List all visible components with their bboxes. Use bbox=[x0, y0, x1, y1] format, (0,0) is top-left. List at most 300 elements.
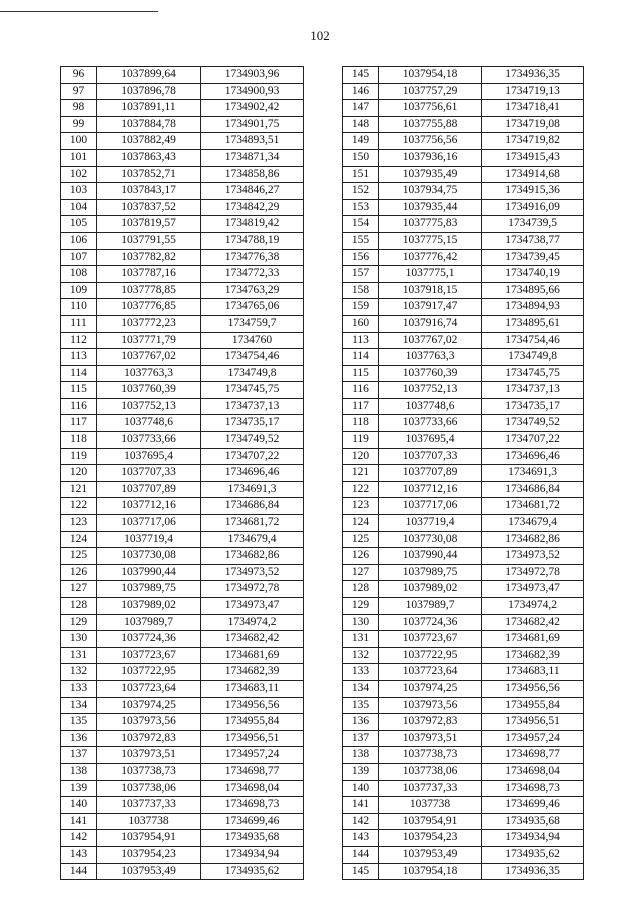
y-coordinate-cell: 1734957,24 bbox=[482, 730, 584, 747]
x-coordinate-cell: 1037719,4 bbox=[97, 531, 201, 548]
table-row bbox=[61, 498, 304, 515]
x-coordinate-cell: 1037771,79 bbox=[97, 332, 201, 349]
table-row bbox=[61, 614, 304, 631]
table-row bbox=[61, 166, 304, 183]
table-row bbox=[343, 797, 584, 814]
x-coordinate-cell: 1037756,56 bbox=[379, 133, 482, 150]
x-coordinate-cell: 1037954,18 bbox=[379, 863, 482, 880]
table-row bbox=[343, 614, 584, 631]
x-coordinate-cell: 1037972,83 bbox=[379, 714, 482, 731]
y-coordinate-cell: 1734902,42 bbox=[201, 100, 304, 117]
table-row bbox=[61, 266, 304, 283]
point-number-cell: 129 bbox=[61, 614, 97, 631]
table-row bbox=[61, 315, 304, 332]
point-number-cell: 143 bbox=[343, 830, 379, 847]
table-row bbox=[61, 100, 304, 117]
x-coordinate-cell: 1037974,25 bbox=[379, 680, 482, 697]
y-coordinate-cell: 1734719,13 bbox=[482, 83, 584, 100]
x-coordinate-cell: 1037954,18 bbox=[379, 67, 482, 84]
x-coordinate-cell: 1037953,49 bbox=[379, 846, 482, 863]
y-coordinate-cell: 1734956,51 bbox=[482, 714, 584, 731]
y-coordinate-cell: 1734698,77 bbox=[201, 763, 304, 780]
point-number-cell: 110 bbox=[61, 299, 97, 316]
table-row bbox=[343, 166, 584, 183]
x-coordinate-cell: 1037775,1 bbox=[379, 266, 482, 283]
table-row bbox=[343, 465, 584, 482]
table-row bbox=[61, 548, 304, 565]
table-row bbox=[61, 398, 304, 415]
point-number-cell: 119 bbox=[61, 448, 97, 465]
table-row bbox=[343, 349, 584, 366]
table-row bbox=[343, 714, 584, 731]
x-coordinate-cell: 1037953,49 bbox=[97, 863, 201, 880]
y-coordinate-cell: 1734973,47 bbox=[482, 581, 584, 598]
x-coordinate-cell: 1037723,67 bbox=[97, 647, 201, 664]
table-row bbox=[343, 116, 584, 133]
point-number-cell: 136 bbox=[61, 730, 97, 747]
point-number-cell: 155 bbox=[343, 232, 379, 249]
table-row bbox=[343, 498, 584, 515]
table-row bbox=[61, 730, 304, 747]
table-row bbox=[61, 664, 304, 681]
x-coordinate-cell: 1037954,91 bbox=[379, 813, 482, 830]
y-coordinate-cell: 1734903,96 bbox=[201, 67, 304, 84]
table-row bbox=[61, 714, 304, 731]
point-number-cell: 120 bbox=[61, 465, 97, 482]
point-number-cell: 133 bbox=[61, 680, 97, 697]
x-coordinate-cell: 1037707,33 bbox=[379, 448, 482, 465]
y-coordinate-cell: 1734686,84 bbox=[201, 498, 304, 515]
table-row bbox=[343, 232, 584, 249]
y-coordinate-cell: 1734738,77 bbox=[482, 232, 584, 249]
point-number-cell: 149 bbox=[343, 133, 379, 150]
y-coordinate-cell: 1734749,8 bbox=[201, 365, 304, 382]
y-coordinate-cell: 1734682,42 bbox=[201, 631, 304, 648]
table-row bbox=[61, 67, 304, 84]
x-coordinate-cell: 1037884,78 bbox=[97, 116, 201, 133]
point-number-cell: 116 bbox=[343, 382, 379, 399]
point-number-cell: 121 bbox=[61, 481, 97, 498]
point-number-cell: 145 bbox=[343, 67, 379, 84]
y-coordinate-cell: 1734683,11 bbox=[201, 680, 304, 697]
point-number-cell: 141 bbox=[343, 797, 379, 814]
table-row bbox=[343, 564, 584, 581]
y-coordinate-cell: 1734691,3 bbox=[201, 481, 304, 498]
table-row bbox=[343, 631, 584, 648]
y-coordinate-cell: 1734682,86 bbox=[201, 548, 304, 565]
point-number-cell: 102 bbox=[61, 166, 97, 183]
y-coordinate-cell: 1734900,93 bbox=[201, 83, 304, 100]
y-coordinate-cell: 1734740,19 bbox=[482, 266, 584, 283]
table-row bbox=[61, 349, 304, 366]
x-coordinate-cell: 1037712,16 bbox=[379, 481, 482, 498]
y-coordinate-cell: 1734739,45 bbox=[482, 249, 584, 266]
x-coordinate-cell: 1037738,06 bbox=[379, 763, 482, 780]
table-row bbox=[343, 598, 584, 615]
top-rule bbox=[0, 11, 158, 12]
point-number-cell: 120 bbox=[343, 448, 379, 465]
y-coordinate-cell: 1734737,13 bbox=[201, 398, 304, 415]
table-row bbox=[343, 780, 584, 797]
table-row bbox=[61, 515, 304, 532]
y-coordinate-cell: 1734696,46 bbox=[482, 448, 584, 465]
y-coordinate-cell: 1734679,4 bbox=[482, 515, 584, 532]
y-coordinate-cell: 1734972,78 bbox=[201, 581, 304, 598]
x-coordinate-cell: 1037756,61 bbox=[379, 100, 482, 117]
y-coordinate-cell: 1734698,04 bbox=[482, 763, 584, 780]
y-coordinate-cell: 1734754,46 bbox=[482, 332, 584, 349]
table-row bbox=[61, 448, 304, 465]
x-coordinate-cell: 1037990,44 bbox=[97, 564, 201, 581]
y-coordinate-cell: 1734691,3 bbox=[482, 465, 584, 482]
x-coordinate-cell: 1037775,15 bbox=[379, 232, 482, 249]
table-row bbox=[343, 365, 584, 382]
table-row bbox=[61, 332, 304, 349]
point-number-cell: 115 bbox=[343, 365, 379, 382]
y-coordinate-cell: 1734858,86 bbox=[201, 166, 304, 183]
point-number-cell: 154 bbox=[343, 216, 379, 233]
x-coordinate-cell: 1037755,88 bbox=[379, 116, 482, 133]
y-coordinate-cell: 1734934,94 bbox=[482, 830, 584, 847]
x-coordinate-cell: 1037730,08 bbox=[379, 531, 482, 548]
table-row bbox=[61, 382, 304, 399]
y-coordinate-cell: 1734936,35 bbox=[482, 67, 584, 84]
point-number-cell: 150 bbox=[343, 149, 379, 166]
y-coordinate-cell: 1734735,17 bbox=[482, 398, 584, 415]
x-coordinate-cell: 1037891,11 bbox=[97, 100, 201, 117]
table-row bbox=[343, 83, 584, 100]
y-coordinate-cell: 1734916,09 bbox=[482, 199, 584, 216]
x-coordinate-cell: 1037717,06 bbox=[379, 498, 482, 515]
y-coordinate-cell: 1734776,38 bbox=[201, 249, 304, 266]
x-coordinate-cell: 1037738 bbox=[379, 797, 482, 814]
point-number-cell: 108 bbox=[61, 266, 97, 283]
x-coordinate-cell: 1037738 bbox=[97, 813, 201, 830]
y-coordinate-cell: 1734735,17 bbox=[201, 415, 304, 432]
table-row bbox=[61, 780, 304, 797]
y-coordinate-cell: 1734914,68 bbox=[482, 166, 584, 183]
point-number-cell: 122 bbox=[343, 481, 379, 498]
x-coordinate-cell: 1037723,67 bbox=[379, 631, 482, 648]
table-row bbox=[61, 432, 304, 449]
table-row bbox=[343, 515, 584, 532]
x-coordinate-cell: 1037767,02 bbox=[379, 332, 482, 349]
point-number-cell: 152 bbox=[343, 183, 379, 200]
x-coordinate-cell: 1037724,36 bbox=[97, 631, 201, 648]
table-row bbox=[61, 149, 304, 166]
y-coordinate-cell: 1734973,52 bbox=[201, 564, 304, 581]
x-coordinate-cell: 1037760,39 bbox=[379, 365, 482, 382]
x-coordinate-cell: 1037778,85 bbox=[97, 282, 201, 299]
table-row bbox=[61, 299, 304, 316]
table-row bbox=[343, 448, 584, 465]
table-row bbox=[61, 680, 304, 697]
y-coordinate-cell: 1734682,39 bbox=[201, 664, 304, 681]
y-coordinate-cell: 1734679,4 bbox=[201, 531, 304, 548]
table-row bbox=[61, 282, 304, 299]
y-coordinate-cell: 1734707,22 bbox=[482, 432, 584, 449]
x-coordinate-cell: 1037990,44 bbox=[379, 548, 482, 565]
y-coordinate-cell: 1734698,73 bbox=[201, 797, 304, 814]
x-coordinate-cell: 1037722,95 bbox=[97, 664, 201, 681]
x-coordinate-cell: 1037763,3 bbox=[97, 365, 201, 382]
x-coordinate-cell: 1037917,47 bbox=[379, 299, 482, 316]
x-coordinate-cell: 1037712,16 bbox=[97, 498, 201, 515]
table-row bbox=[343, 398, 584, 415]
point-number-cell: 125 bbox=[343, 531, 379, 548]
y-coordinate-cell: 1734915,36 bbox=[482, 183, 584, 200]
point-number-cell: 151 bbox=[343, 166, 379, 183]
x-coordinate-cell: 1037934,75 bbox=[379, 183, 482, 200]
y-coordinate-cell: 1734935,68 bbox=[482, 813, 584, 830]
x-coordinate-cell: 1037916,74 bbox=[379, 315, 482, 332]
point-number-cell: 126 bbox=[61, 564, 97, 581]
point-number-cell: 119 bbox=[343, 432, 379, 449]
table-row bbox=[61, 531, 304, 548]
point-number-cell: 129 bbox=[343, 598, 379, 615]
point-number-cell: 126 bbox=[343, 548, 379, 565]
y-coordinate-cell: 1734681,69 bbox=[482, 631, 584, 648]
y-coordinate-cell: 1734759,7 bbox=[201, 315, 304, 332]
point-number-cell: 113 bbox=[61, 349, 97, 366]
point-number-cell: 97 bbox=[61, 83, 97, 100]
point-number-cell: 147 bbox=[343, 100, 379, 117]
y-coordinate-cell: 1734745,75 bbox=[482, 365, 584, 382]
x-coordinate-cell: 1037989,7 bbox=[97, 614, 201, 631]
y-coordinate-cell: 1734698,77 bbox=[482, 747, 584, 764]
point-number-cell: 113 bbox=[343, 332, 379, 349]
table-row bbox=[343, 697, 584, 714]
x-coordinate-cell: 1037791,55 bbox=[97, 232, 201, 249]
point-number-cell: 146 bbox=[343, 83, 379, 100]
point-number-cell: 145 bbox=[343, 863, 379, 880]
table-row bbox=[343, 133, 584, 150]
table-row bbox=[61, 647, 304, 664]
table-row bbox=[343, 747, 584, 764]
table-row bbox=[343, 299, 584, 316]
point-number-cell: 144 bbox=[343, 846, 379, 863]
point-number-cell: 138 bbox=[61, 763, 97, 780]
point-number-cell: 157 bbox=[343, 266, 379, 283]
x-coordinate-cell: 1037707,89 bbox=[97, 481, 201, 498]
table-row bbox=[61, 465, 304, 482]
page-number: 102 bbox=[310, 28, 330, 43]
point-number-cell: 134 bbox=[343, 680, 379, 697]
x-coordinate-cell: 1037737,33 bbox=[379, 780, 482, 797]
table-row bbox=[343, 382, 584, 399]
table-row bbox=[61, 846, 304, 863]
y-coordinate-cell: 1734935,68 bbox=[201, 830, 304, 847]
x-coordinate-cell: 1037974,25 bbox=[97, 697, 201, 714]
point-number-cell: 125 bbox=[61, 548, 97, 565]
y-coordinate-cell: 1734956,56 bbox=[482, 680, 584, 697]
x-coordinate-cell: 1037918,15 bbox=[379, 282, 482, 299]
x-coordinate-cell: 1037972,83 bbox=[97, 730, 201, 747]
table-row bbox=[343, 664, 584, 681]
x-coordinate-cell: 1037733,66 bbox=[97, 432, 201, 449]
point-number-cell: 116 bbox=[61, 398, 97, 415]
point-number-cell: 118 bbox=[343, 415, 379, 432]
table-row bbox=[61, 183, 304, 200]
x-coordinate-cell: 1037748,6 bbox=[97, 415, 201, 432]
y-coordinate-cell: 1734893,51 bbox=[201, 133, 304, 150]
point-number-cell: 156 bbox=[343, 249, 379, 266]
y-coordinate-cell: 1734819,42 bbox=[201, 216, 304, 233]
point-number-cell: 98 bbox=[61, 100, 97, 117]
table-row bbox=[61, 813, 304, 830]
y-coordinate-cell: 1734763,29 bbox=[201, 282, 304, 299]
point-number-cell: 112 bbox=[61, 332, 97, 349]
y-coordinate-cell: 1734681,72 bbox=[482, 498, 584, 515]
table-row bbox=[343, 100, 584, 117]
x-coordinate-cell: 1037954,23 bbox=[379, 830, 482, 847]
table-row bbox=[343, 315, 584, 332]
point-number-cell: 148 bbox=[343, 116, 379, 133]
table-row bbox=[343, 680, 584, 697]
table-row bbox=[61, 232, 304, 249]
table-row bbox=[343, 846, 584, 863]
table-row bbox=[343, 67, 584, 84]
x-coordinate-cell: 1037936,16 bbox=[379, 149, 482, 166]
point-number-cell: 107 bbox=[61, 249, 97, 266]
point-number-cell: 132 bbox=[61, 664, 97, 681]
point-number-cell: 101 bbox=[61, 149, 97, 166]
x-coordinate-cell: 1037722,95 bbox=[379, 647, 482, 664]
point-number-cell: 131 bbox=[61, 647, 97, 664]
x-coordinate-cell: 1037707,89 bbox=[379, 465, 482, 482]
point-number-cell: 130 bbox=[343, 614, 379, 631]
x-coordinate-cell: 1037973,51 bbox=[97, 747, 201, 764]
table-row bbox=[343, 531, 584, 548]
table-row bbox=[61, 763, 304, 780]
y-coordinate-cell: 1734972,78 bbox=[482, 564, 584, 581]
table-row bbox=[343, 481, 584, 498]
table-row bbox=[343, 149, 584, 166]
x-coordinate-cell: 1037724,36 bbox=[379, 614, 482, 631]
y-coordinate-cell: 1734739,5 bbox=[482, 216, 584, 233]
y-coordinate-cell: 1734788,19 bbox=[201, 232, 304, 249]
table-row bbox=[343, 813, 584, 830]
y-coordinate-cell: 1734749,52 bbox=[482, 415, 584, 432]
point-number-cell: 118 bbox=[61, 432, 97, 449]
y-coordinate-cell: 1734955,84 bbox=[201, 714, 304, 731]
table-row bbox=[61, 631, 304, 648]
point-number-cell: 132 bbox=[343, 647, 379, 664]
y-coordinate-cell: 1734974,2 bbox=[201, 614, 304, 631]
y-coordinate-cell: 1734956,51 bbox=[201, 730, 304, 747]
x-coordinate-cell: 1037730,08 bbox=[97, 548, 201, 565]
x-coordinate-cell: 1037935,44 bbox=[379, 199, 482, 216]
point-number-cell: 117 bbox=[343, 398, 379, 415]
y-coordinate-cell: 1734760 bbox=[201, 332, 304, 349]
point-number-cell: 137 bbox=[343, 730, 379, 747]
y-coordinate-cell: 1734686,84 bbox=[482, 481, 584, 498]
y-coordinate-cell: 1734682,39 bbox=[482, 647, 584, 664]
point-number-cell: 135 bbox=[61, 714, 97, 731]
point-number-cell: 99 bbox=[61, 116, 97, 133]
y-coordinate-cell: 1734934,94 bbox=[201, 846, 304, 863]
y-coordinate-cell: 1734956,56 bbox=[201, 697, 304, 714]
x-coordinate-cell: 1037973,51 bbox=[379, 730, 482, 747]
y-coordinate-cell: 1734754,46 bbox=[201, 349, 304, 366]
x-coordinate-cell: 1037935,49 bbox=[379, 166, 482, 183]
point-number-cell: 127 bbox=[61, 581, 97, 598]
point-number-cell: 106 bbox=[61, 232, 97, 249]
x-coordinate-cell: 1037752,13 bbox=[97, 398, 201, 415]
table-row bbox=[61, 415, 304, 432]
x-coordinate-cell: 1037954,23 bbox=[97, 846, 201, 863]
y-coordinate-cell: 1734681,72 bbox=[201, 515, 304, 532]
point-number-cell: 123 bbox=[61, 515, 97, 532]
point-number-cell: 141 bbox=[61, 813, 97, 830]
y-coordinate-cell: 1734772,33 bbox=[201, 266, 304, 283]
point-number-cell: 143 bbox=[61, 846, 97, 863]
y-coordinate-cell: 1734699,46 bbox=[201, 813, 304, 830]
y-coordinate-cell: 1734935,62 bbox=[201, 863, 304, 880]
x-coordinate-cell: 1037733,66 bbox=[379, 415, 482, 432]
x-coordinate-cell: 1037776,42 bbox=[379, 249, 482, 266]
point-number-cell: 114 bbox=[61, 365, 97, 382]
point-number-cell: 130 bbox=[61, 631, 97, 648]
x-coordinate-cell: 1037852,71 bbox=[97, 166, 201, 183]
point-number-cell: 140 bbox=[61, 797, 97, 814]
table-row bbox=[343, 332, 584, 349]
point-number-cell: 159 bbox=[343, 299, 379, 316]
x-coordinate-cell: 1037767,02 bbox=[97, 349, 201, 366]
x-coordinate-cell: 1037989,75 bbox=[379, 564, 482, 581]
x-coordinate-cell: 1037973,56 bbox=[379, 697, 482, 714]
x-coordinate-cell: 1037989,02 bbox=[379, 581, 482, 598]
point-number-cell: 124 bbox=[343, 515, 379, 532]
table-row bbox=[61, 133, 304, 150]
y-coordinate-cell: 1734749,52 bbox=[201, 432, 304, 449]
x-coordinate-cell: 1037757,29 bbox=[379, 83, 482, 100]
point-number-cell: 104 bbox=[61, 199, 97, 216]
x-coordinate-cell: 1037954,91 bbox=[97, 830, 201, 847]
y-coordinate-cell: 1734871,34 bbox=[201, 149, 304, 166]
y-coordinate-cell: 1734765,06 bbox=[201, 299, 304, 316]
table-row bbox=[343, 432, 584, 449]
x-coordinate-cell: 1037717,06 bbox=[97, 515, 201, 532]
table-row bbox=[61, 797, 304, 814]
y-coordinate-cell: 1734719,82 bbox=[482, 133, 584, 150]
point-number-cell: 105 bbox=[61, 216, 97, 233]
point-number-cell: 153 bbox=[343, 199, 379, 216]
point-number-cell: 123 bbox=[343, 498, 379, 515]
table-row bbox=[61, 581, 304, 598]
x-coordinate-cell: 1037752,13 bbox=[379, 382, 482, 399]
y-coordinate-cell: 1734681,69 bbox=[201, 647, 304, 664]
table-row bbox=[61, 199, 304, 216]
point-number-cell: 128 bbox=[343, 581, 379, 598]
point-number-cell: 140 bbox=[343, 780, 379, 797]
x-coordinate-cell: 1037707,33 bbox=[97, 465, 201, 482]
point-number-cell: 136 bbox=[343, 714, 379, 731]
point-number-cell: 131 bbox=[343, 631, 379, 648]
table-row bbox=[61, 116, 304, 133]
table-row bbox=[61, 249, 304, 266]
y-coordinate-cell: 1734682,42 bbox=[482, 614, 584, 631]
x-coordinate-cell: 1037723,64 bbox=[379, 664, 482, 681]
x-coordinate-cell: 1037737,33 bbox=[97, 797, 201, 814]
x-coordinate-cell: 1037899,64 bbox=[97, 67, 201, 84]
table-row bbox=[61, 598, 304, 615]
y-coordinate-cell: 1734719,08 bbox=[482, 116, 584, 133]
x-coordinate-cell: 1037896,78 bbox=[97, 83, 201, 100]
table-row bbox=[343, 216, 584, 233]
y-coordinate-cell: 1734901,75 bbox=[201, 116, 304, 133]
y-coordinate-cell: 1734957,24 bbox=[201, 747, 304, 764]
